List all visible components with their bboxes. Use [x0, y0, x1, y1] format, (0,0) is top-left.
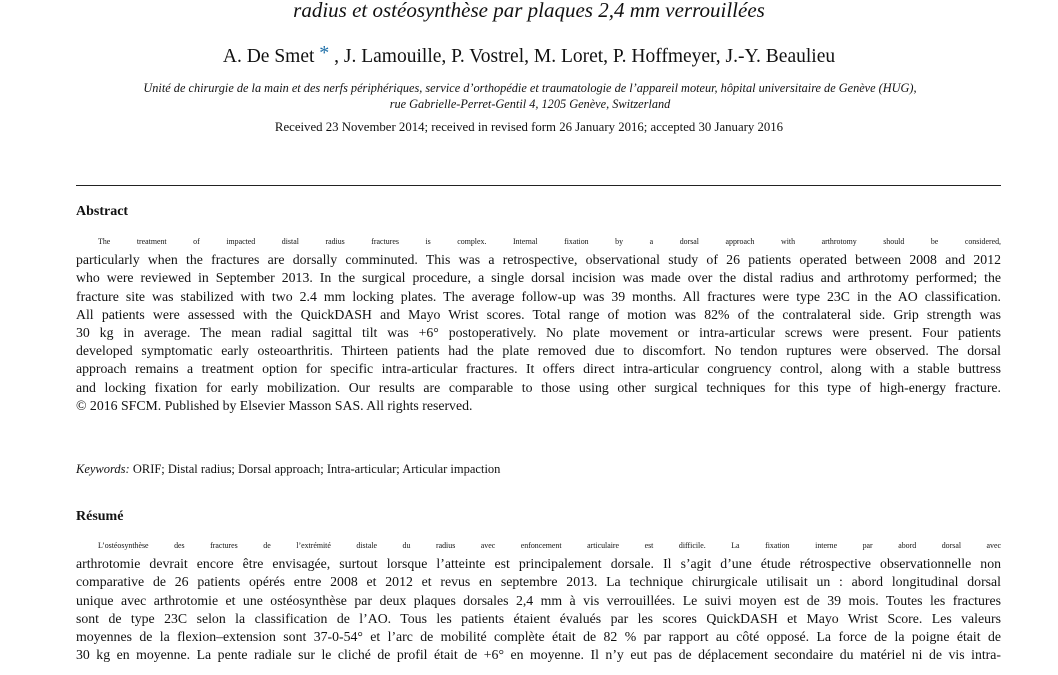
keywords [76, 461, 500, 477]
received-dates: Received 23 November 2014; received in revised form 26 January 2016; accepted 30 January 2016 [274, 120, 784, 134]
resume-line: L’ostéosynthèse des fractures de l’extrémité distale du radius avec enfoncement articulaire est difficile. La fixation interne par abord dorsal avec [98, 541, 1001, 550]
affiliation-line-1: Unité de chirurgie de la main et des nerfs périphériques, service d’orthopédie et traumatologie de l’appareil moteur, hôpital universitaire de Genève (HUG), [143, 81, 917, 95]
resume-body [76, 537, 1001, 664]
section-divider [76, 185, 1001, 186]
abstract-body [76, 233, 1001, 415]
abstract-line: The treatment of impacted distal radius fractures is complex. Internal fixation by a dorsal approach with arthrotomy should be considered, [98, 237, 1001, 246]
abstract-line: who were reviewed in September 2013. In the surgical procedure, a single dorsal incision was made over the distal radius and arthrotomy performed; the [76, 270, 1001, 286]
resume-line: unique avec arthrotomie et une ostéosynthèse par deux plaques dorsales 2,4 mm à vis verrouillées. Le suivi moyen est de 39 mois. Toutes les fractures [76, 592, 1001, 608]
resume-line: 30 kg en moyenne. La pente radiale sur le cliché de profil était de +6° en moyenne. Il n’y eut pas de déplacement secondaire du matériel ni de vis intra- [76, 647, 1001, 663]
other-authors: , J. Lamouille, P. Vostrel, M. Loret, P. Hoffmeyer, J.-Y. Beaulieu [334, 46, 836, 67]
keywords-text: ORIF; Distal radius; Dorsal approach; Intra-articular; Articular impaction [132, 462, 501, 476]
first-author: A. De Smet [222, 46, 315, 67]
abstract-line: All patients were assessed with the QuickDASH and Mayo Wrist scores. Total range of motion was 82% of the contralateral side. Grip strength was [76, 306, 1001, 322]
resume-line: comparative de 26 patients opérés entre 2008 et 2012 et revus en septembre 2013. La technique chirurgicale utilisait un : abord longitudinal dorsal [76, 574, 1001, 590]
resume-line: sont de type 23C selon la classification de l’AO. Tous les patients étaient évalués par les scores QuickDASH et Mayo Wrist Score. Les valeurs [76, 610, 1001, 626]
article-title-fragment: radius et ostéosynthèse par plaques 2,4 mm verrouillées [293, 0, 765, 22]
abstract-line: particularly when the fractures are dorsally comminuted. This was a retrospective, observational study of 26 patients operated between 2008 and 2012 [76, 252, 1001, 268]
resume-heading: Résumé [76, 509, 124, 524]
affiliation-line-2: rue Gabrielle-Perret-Gentil 4, 1205 Genève, Switzerland [389, 97, 671, 111]
corresponding-author-link[interactable]: * [319, 42, 330, 64]
abstract-heading: Abstract [76, 204, 129, 219]
resume-line: arthrotomie devrait encore être envisagée, surtout lorsque l’atteinte est principalement dorsale. Il s’agit d’une étude rétrospective observationnelle non [76, 556, 1001, 572]
author-list [0, 40, 1058, 70]
resume-line: moyennes de la flexion–extension sont 37-0-54° et l’arc de mobilité complète était de 82 % par rapport au côté opposé. La force de la poigne était de [76, 628, 1001, 644]
abstract-line: fracture site was stabilized with two 2.4 mm locking plates. The average follow-up was 39 months. All fractures were type 23C in the AO classification. [76, 288, 1001, 304]
abstract-line: and locking fixation for early mobilization. Our results are comparable to those using other surgical techniques for this type of high-energy fracture. [76, 379, 1001, 395]
copyright-line: © 2016 SFCM. Published by Elsevier Masson SAS. All rights reserved. [76, 397, 473, 413]
abstract-line: developed symptomatic early osteoarthritis. Thirteen patients had the plate removed due to discomfort. No tendon ruptures were observed. The dorsal [76, 343, 1001, 359]
keywords-label: Keywords: [76, 462, 130, 476]
abstract-line: 30 kg in average. The mean radial sagittal tilt was +6° postoperatively. No plate movement or intra-articular screws were present. Four patients [76, 324, 1001, 340]
abstract-line: approach remains a treatment option for specific intra-articular fractures. It offers direct intra-articular congruency control, along with a stable buttress [76, 361, 1001, 377]
